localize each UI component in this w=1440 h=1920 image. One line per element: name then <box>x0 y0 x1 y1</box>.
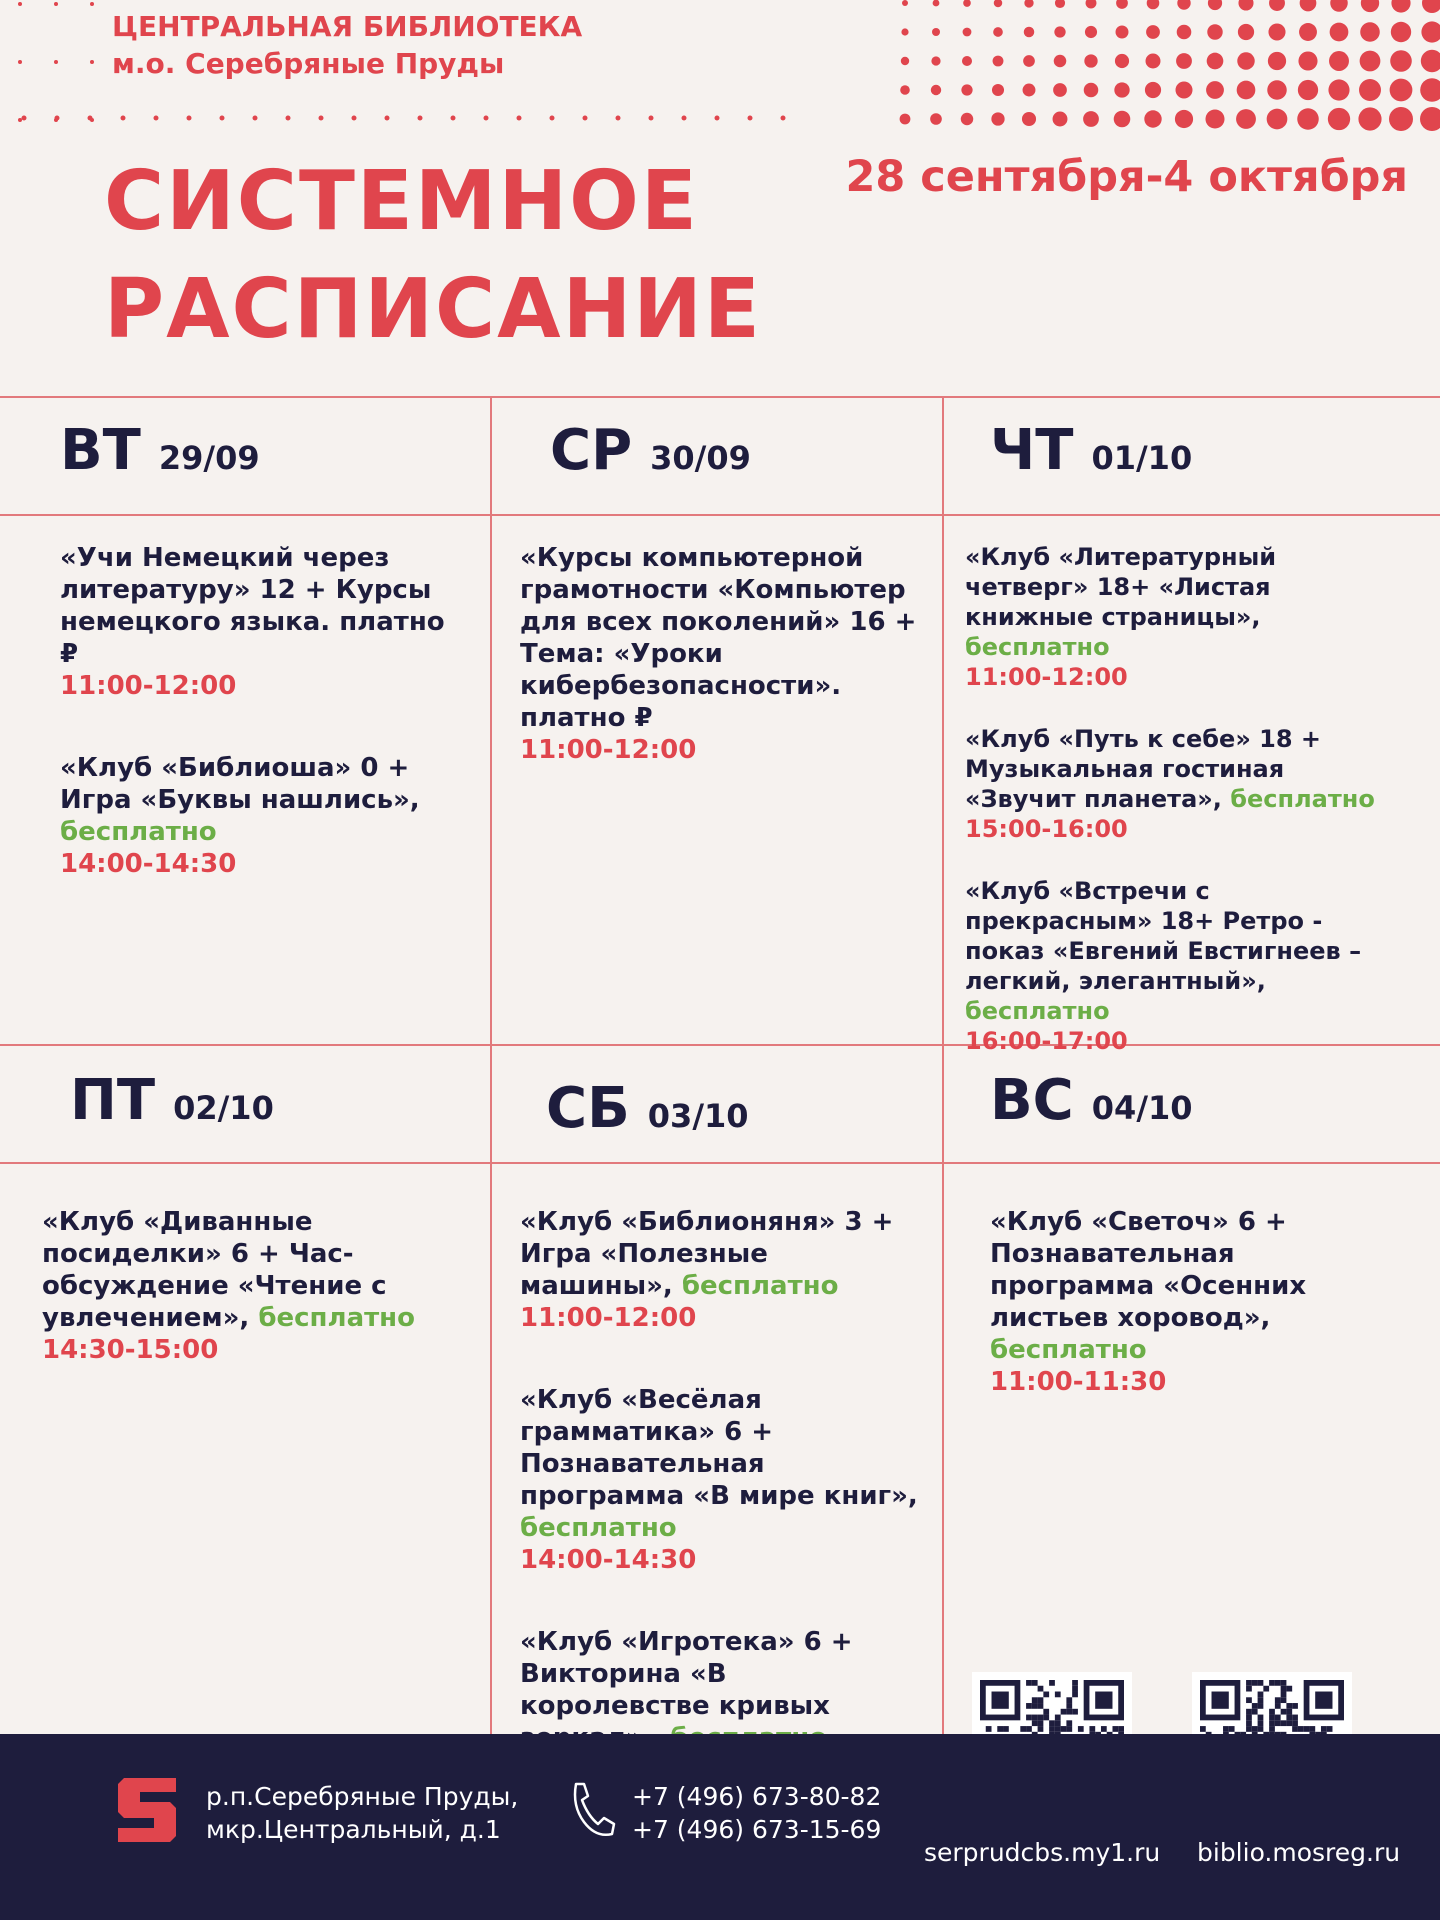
decor-dot <box>961 84 972 95</box>
event-title: «Курсы компьютерной грамотности «Компьютер для всех поколений» 16 + Тема: «Уроки кибербезопасности». платно ₽ <box>520 543 917 733</box>
decor-dot <box>1208 0 1222 10</box>
event-time: 14:00-14:30 <box>60 849 237 879</box>
day-name: ЧТ <box>990 418 1074 483</box>
event-time: 15:00-16:00 <box>965 815 1128 843</box>
decor-dot <box>1177 25 1192 40</box>
event-title: «Клуб «Весёлая грамматика» 6 + Познавательная программа «В мире книг», <box>520 1385 918 1511</box>
event-item <box>520 1384 920 1576</box>
decor-dot <box>993 56 1004 67</box>
decor-dot <box>1420 107 1440 131</box>
decor-dot <box>22 116 27 121</box>
decor-dot <box>1115 54 1129 68</box>
event-time: 11:00-12:00 <box>60 671 237 701</box>
decor-dot <box>1116 26 1129 39</box>
decor-dot <box>1206 81 1224 99</box>
day-date: 29/09 <box>158 439 260 477</box>
decor-dot <box>1054 55 1067 68</box>
decor-dot <box>1114 111 1131 128</box>
date-range: 28 сентября-4 октября <box>845 152 1408 202</box>
decor-dot <box>1238 24 1254 40</box>
day-date: 02/10 <box>173 1089 274 1127</box>
decor-dot <box>933 0 940 6</box>
decor-dot <box>1023 84 1036 97</box>
day-cell-thu <box>965 542 1395 1088</box>
decor-dot <box>154 116 159 121</box>
price-free: бесплатно <box>60 817 217 847</box>
decor-dot <box>253 116 258 121</box>
event-time: 11:00-12:00 <box>520 735 697 765</box>
event-title: «Клуб «Библионяня» 3 + Игра «Полезные машины», <box>520 1207 894 1301</box>
day-name: ВТ <box>60 418 141 483</box>
decor-dot <box>1084 83 1099 98</box>
decor-dot <box>583 116 588 121</box>
decor-dot <box>1268 52 1286 70</box>
decor-dot <box>1024 27 1034 37</box>
decor-dot <box>1053 83 1067 97</box>
decor-dot <box>1358 107 1381 130</box>
decor-dot <box>1053 112 1068 127</box>
title-line2: РАСПИСАНИЕ <box>104 262 762 357</box>
day-header-wed <box>550 418 751 483</box>
decor-dot <box>1390 79 1413 102</box>
price-free: бесплатно <box>1230 785 1375 813</box>
phone-icon <box>566 1780 616 1840</box>
decor-dot <box>715 116 720 121</box>
decor-dot <box>187 116 192 121</box>
day-date: 04/10 <box>1091 1089 1193 1127</box>
decor-dot <box>451 116 456 121</box>
decor-dot <box>1269 0 1285 11</box>
decor-dot <box>352 116 357 121</box>
phones <box>632 1780 881 1846</box>
event-item <box>60 752 460 880</box>
decor-dot <box>932 28 940 36</box>
decor-dot <box>682 116 687 121</box>
decor-dot <box>1330 0 1348 12</box>
library-name-line2: м.о. Серебряные Пруды <box>112 47 505 80</box>
decor-dot <box>991 112 1004 125</box>
decor-dot <box>1083 111 1099 127</box>
site-link-2[interactable]: biblio.mosreg.ru <box>1197 1838 1401 1867</box>
event-item <box>965 876 1395 1056</box>
decor-dot <box>1238 0 1253 11</box>
decor-dot <box>385 116 390 121</box>
decor-dot <box>55 116 60 121</box>
day-name: ПТ <box>70 1068 156 1133</box>
decor-dot <box>1145 82 1161 98</box>
event-time: 11:00-12:00 <box>965 663 1128 691</box>
decor-dot <box>1237 81 1256 100</box>
decor-dot <box>1421 50 1440 72</box>
decor-dot <box>1297 108 1319 130</box>
decor-dot <box>901 28 908 35</box>
decor-dot <box>900 114 911 125</box>
decor-dot <box>121 116 126 121</box>
price-free: бесплатно <box>520 1513 677 1543</box>
decor-dot <box>1086 0 1097 8</box>
decor-dot <box>1267 109 1288 130</box>
decor-dot <box>1328 79 1349 100</box>
decor-dot <box>1391 0 1410 13</box>
event-title: «Клуб «Диванные посиделки» 6 + Час-обсуждение «Чтение с увлечением», <box>42 1207 387 1333</box>
decor-dot <box>18 118 22 122</box>
day-header-thu <box>990 418 1192 483</box>
decor-dot <box>1421 21 1440 42</box>
decor-dot <box>18 2 22 6</box>
day-cell-sun <box>990 1206 1330 1448</box>
decor-dot <box>1361 0 1379 12</box>
price-free: бесплатно <box>258 1303 416 1333</box>
decor-dot <box>90 60 94 64</box>
event-item <box>42 1206 462 1366</box>
decor-dot <box>994 0 1002 7</box>
price-free: бесплатно <box>681 1271 839 1301</box>
decor-dot <box>1359 79 1381 101</box>
decor-dot <box>1175 81 1192 98</box>
decor-dot <box>902 0 908 6</box>
decor-dot <box>1207 24 1222 39</box>
decor-dot <box>1298 80 1318 100</box>
decor-dot <box>517 116 522 121</box>
decor-dot <box>962 56 972 66</box>
price-free: бесплатно <box>965 633 1110 661</box>
event-item <box>520 542 920 766</box>
decor-dot <box>1175 110 1193 128</box>
event-title: «Клуб «Светоч» 6 + Познавательная программа «Осенних листьев хоровод», <box>990 1207 1307 1333</box>
decor-dot <box>1328 108 1350 130</box>
decor-dot <box>649 116 654 121</box>
decor-dot <box>1024 0 1033 8</box>
decor-dot <box>1085 26 1097 38</box>
day-name: ВС <box>990 1068 1074 1133</box>
decor-dot <box>1330 23 1349 42</box>
decor-dot <box>748 116 753 121</box>
site-link-1[interactable]: serprudcbs.my1.ru <box>924 1838 1161 1867</box>
decor-dot <box>1146 54 1161 69</box>
library-logo-icon <box>118 1778 176 1842</box>
decor-dot <box>1146 25 1160 39</box>
decor-dot <box>1300 0 1317 11</box>
decor-dot <box>1329 51 1349 71</box>
library-name-line1: ЦЕНТРАЛЬНАЯ БИБЛИОТЕКА <box>112 10 583 43</box>
decor-dot <box>54 2 58 6</box>
decor-dot <box>963 0 971 7</box>
decor-dot <box>1054 26 1065 37</box>
day-header-sat <box>546 1076 749 1141</box>
decor-dot <box>1267 80 1286 99</box>
decor-dot <box>1299 23 1317 41</box>
event-time: 11:00-11:30 <box>990 1367 1167 1397</box>
decor-dot <box>1116 0 1128 9</box>
event-time: 11:00-12:00 <box>520 1303 697 1333</box>
event-item <box>60 542 460 702</box>
decor-dot <box>88 116 93 121</box>
grid-line <box>0 1162 1440 1164</box>
day-header-tue <box>60 418 260 483</box>
decor-dot <box>1177 0 1190 10</box>
decor-dot <box>220 116 225 121</box>
decor-dot <box>286 116 291 121</box>
event-item <box>520 1206 920 1334</box>
decor-dot <box>1144 110 1161 127</box>
event-item <box>965 724 1395 844</box>
decor-dot <box>1236 109 1256 129</box>
phone-1[interactable]: +7 (496) 673-80-82 <box>632 1782 882 1811</box>
decor-dot <box>1298 51 1317 70</box>
decor-dot <box>319 116 324 121</box>
decor-dot <box>930 113 942 125</box>
decor-dot <box>900 85 910 95</box>
day-name: СР <box>550 418 633 483</box>
decor-dot <box>1147 0 1160 9</box>
decor-dot <box>90 2 94 6</box>
decor-dot <box>1391 22 1411 42</box>
address-line1: р.п.Серебряные Пруды, <box>206 1782 519 1811</box>
decor-dot <box>550 116 555 121</box>
price-free: бесплатно <box>965 997 1110 1025</box>
decor-dot <box>1360 22 1380 42</box>
decor-dot <box>781 116 786 121</box>
address <box>206 1780 518 1846</box>
decor-dot <box>1205 109 1224 128</box>
decor-dot <box>992 84 1004 96</box>
title-line1: СИСТЕМНОЕ <box>104 154 699 249</box>
decor-dot <box>993 27 1003 37</box>
decor-dot <box>963 28 972 37</box>
event-title: «Клуб «Библиоша» 0 + Игра «Буквы нашлись», <box>60 753 420 815</box>
decor-dot <box>484 116 489 121</box>
event-time: 14:30-15:00 <box>42 1335 219 1365</box>
day-cell-wed <box>520 542 920 816</box>
decor-dot <box>418 116 423 121</box>
event-title: «Клуб «Встречи с прекрасным» 18+ Ретро - показ «Евгений Евстигнеев – легкий, элегантный», <box>965 877 1362 995</box>
decor-dot <box>1022 112 1036 126</box>
decor-dot <box>1055 0 1065 8</box>
decor-dot <box>901 57 909 65</box>
library-name <box>112 8 582 82</box>
event-item <box>965 542 1395 692</box>
day-date: 30/09 <box>650 439 751 477</box>
grid-line <box>0 396 1440 398</box>
address-line2: мкр.Центральный, д.1 <box>206 1815 501 1844</box>
decor-dot <box>1207 53 1224 70</box>
decor-dot <box>931 56 940 65</box>
event-title: «Клуб «Литературный четверг» 18+ «Листая книжные страницы», <box>965 543 1277 631</box>
day-header-fri <box>70 1068 274 1133</box>
decor-dot <box>1390 50 1412 72</box>
decor-dot <box>1360 51 1381 72</box>
grid-line <box>0 514 1440 516</box>
decor-dot <box>1023 55 1035 67</box>
decor-dot <box>931 85 941 95</box>
decor-dot <box>18 60 22 64</box>
decor-dot <box>1420 78 1440 102</box>
decor-dot <box>1084 54 1097 67</box>
event-title: «Клуб «Путь к себе» 18 + Музыкальная гостиная «Звучит планета», <box>965 725 1322 813</box>
decor-dot <box>1176 53 1192 69</box>
day-cell-tue <box>60 542 460 930</box>
decor-dot <box>1114 82 1129 97</box>
decor-dot <box>1237 52 1254 69</box>
decor-dot <box>1422 0 1440 13</box>
event-time: 14:00-14:30 <box>520 1545 697 1575</box>
event-title: «Учи Немецкий через литературу» 12 + Курсы немецкого языка. платно ₽ <box>60 543 445 669</box>
decor-dot <box>961 113 973 125</box>
event-title: «Клуб «Игротека» 6 + Викторина «В королевстве кривых <box>520 1627 853 1721</box>
event-time: 16:00-17:00 <box>965 1027 1128 1055</box>
grid-line <box>490 396 492 1734</box>
day-cell-fri <box>42 1206 462 1416</box>
grid-line <box>942 396 944 1734</box>
event-item <box>990 1206 1330 1398</box>
page-title <box>104 148 762 364</box>
decor-dot <box>1268 23 1285 40</box>
day-cell-sat <box>520 1206 920 1734</box>
price-free: бесплатно <box>990 1335 1147 1365</box>
day-date: 01/10 <box>1091 439 1193 477</box>
day-name: СБ <box>546 1076 630 1141</box>
decor-dot <box>54 60 58 64</box>
day-date: 03/10 <box>647 1097 749 1135</box>
decor-dot <box>1389 107 1413 131</box>
decor-dot <box>616 116 621 121</box>
phone-2[interactable]: +7 (496) 673-15-69 <box>632 1815 882 1844</box>
